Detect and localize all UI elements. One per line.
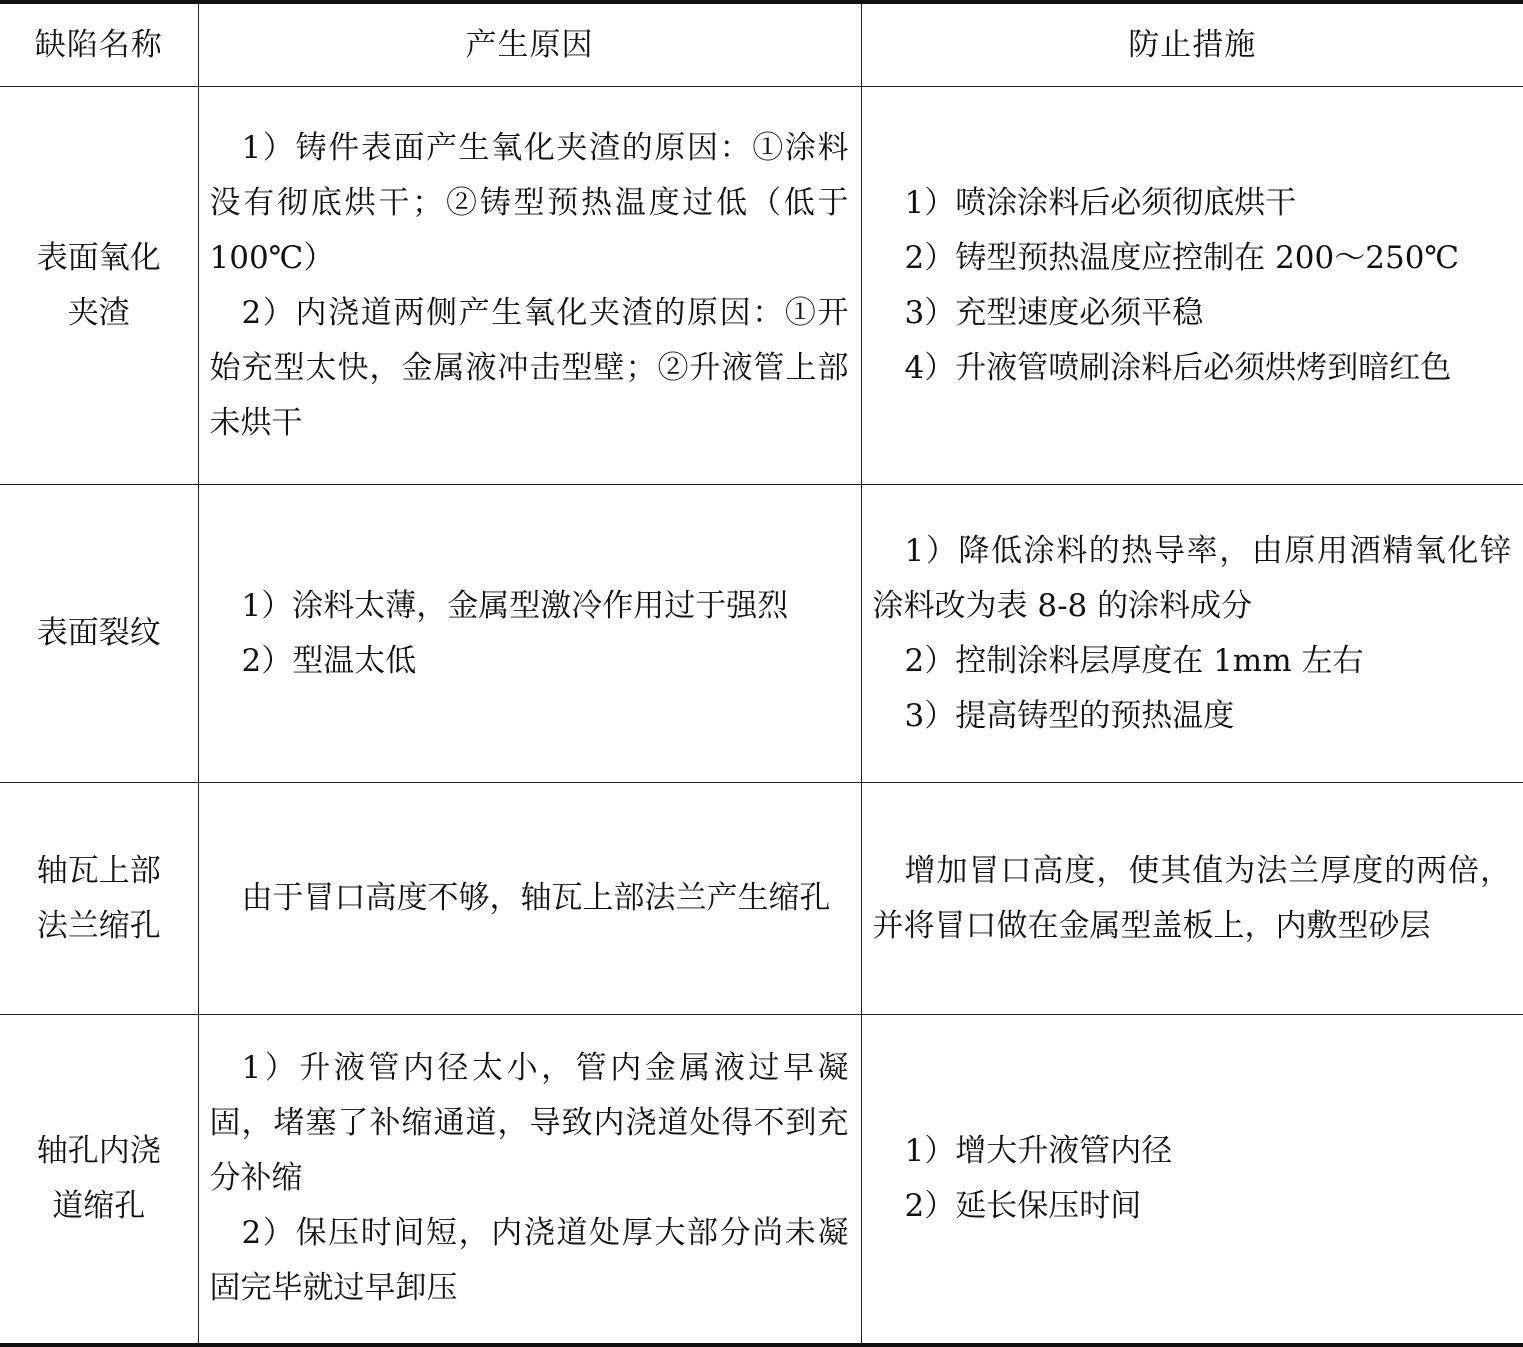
measure-item: 2）铸型预热温度应控制在 200～250℃ bbox=[904, 239, 1460, 276]
measure-item: 2）延长保压时间 bbox=[904, 1187, 1142, 1224]
cause-cell bbox=[198, 87, 861, 485]
cause-cell bbox=[198, 1015, 861, 1345]
table-row bbox=[0, 87, 1523, 485]
cause-item: 2）型温太低 bbox=[241, 642, 417, 679]
measure-cell bbox=[861, 87, 1523, 485]
measure-item: 3）提高铸型的预热温度 bbox=[904, 697, 1235, 734]
measure-item: 1）喷涂涂料后必须彻底烘干 bbox=[904, 184, 1297, 221]
header-prevention: 防止措施 bbox=[861, 2, 1523, 87]
table-row bbox=[0, 783, 1523, 1015]
defect-name-cell: 轴瓦上部法兰缩孔 bbox=[0, 783, 198, 1015]
table-row bbox=[0, 485, 1523, 783]
measure-cell bbox=[861, 783, 1523, 1015]
cause-item: 2）内浇道两侧产生氧化夹渣的原因：①开始充型太快，金属液冲击型壁；②升液管上部未烘干 bbox=[209, 294, 849, 441]
cause-item: 1）铸件表面产生氧化夹渣的原因：①涂料没有彻底烘干；②铸型预热温度过低（低于 100℃） bbox=[209, 129, 849, 276]
measure-item: 2）控制涂料层厚度在 1mm 左右 bbox=[904, 642, 1364, 679]
cause-item: 2）保压时间短，内浇道处厚大部分尚未凝固完毕就过早卸压 bbox=[209, 1215, 849, 1307]
defect-name-cell: 轴孔内浇道缩孔 bbox=[0, 1015, 198, 1345]
measure-item: 3）充型速度必须平稳 bbox=[904, 294, 1204, 331]
cause-item: 1）涂料太薄，金属型激冷作用过于强烈 bbox=[241, 587, 789, 624]
header-defect-name: 缺陷名称 bbox=[0, 2, 198, 87]
cause-item: 由于冒口高度不够，轴瓦上部法兰产生缩孔 bbox=[241, 880, 831, 916]
header-row bbox=[0, 2, 1523, 87]
measure-cell bbox=[861, 485, 1523, 783]
table-row bbox=[0, 1015, 1523, 1345]
measure-item: 1）降低涂料的热导率，由原用酒精氧化锌涂料改为表 8-8 的涂料成分 bbox=[872, 532, 1511, 624]
measure-item: 增加冒口高度，使其值为法兰厚度的两倍，并将冒口做在金属型盖板上，内敷型砂层 bbox=[872, 852, 1511, 944]
cause-item: 1）升液管内径太小，管内金属液过早凝固，堵塞了补缩通道，导致内浇道处得不到充分补缩 bbox=[209, 1050, 849, 1197]
defect-name-cell: 表面裂纹 bbox=[0, 485, 198, 783]
cause-cell bbox=[198, 485, 861, 783]
cause-cell bbox=[198, 783, 861, 1015]
measure-item: 1）增大升液管内径 bbox=[904, 1132, 1173, 1169]
measure-cell bbox=[861, 1015, 1523, 1345]
measure-item: 4）升液管喷刷涂料后必须烘烤到暗红色 bbox=[904, 349, 1452, 386]
defect-name-cell: 表面氧化夹渣 bbox=[0, 87, 198, 485]
header-cause: 产生原因 bbox=[198, 2, 861, 87]
